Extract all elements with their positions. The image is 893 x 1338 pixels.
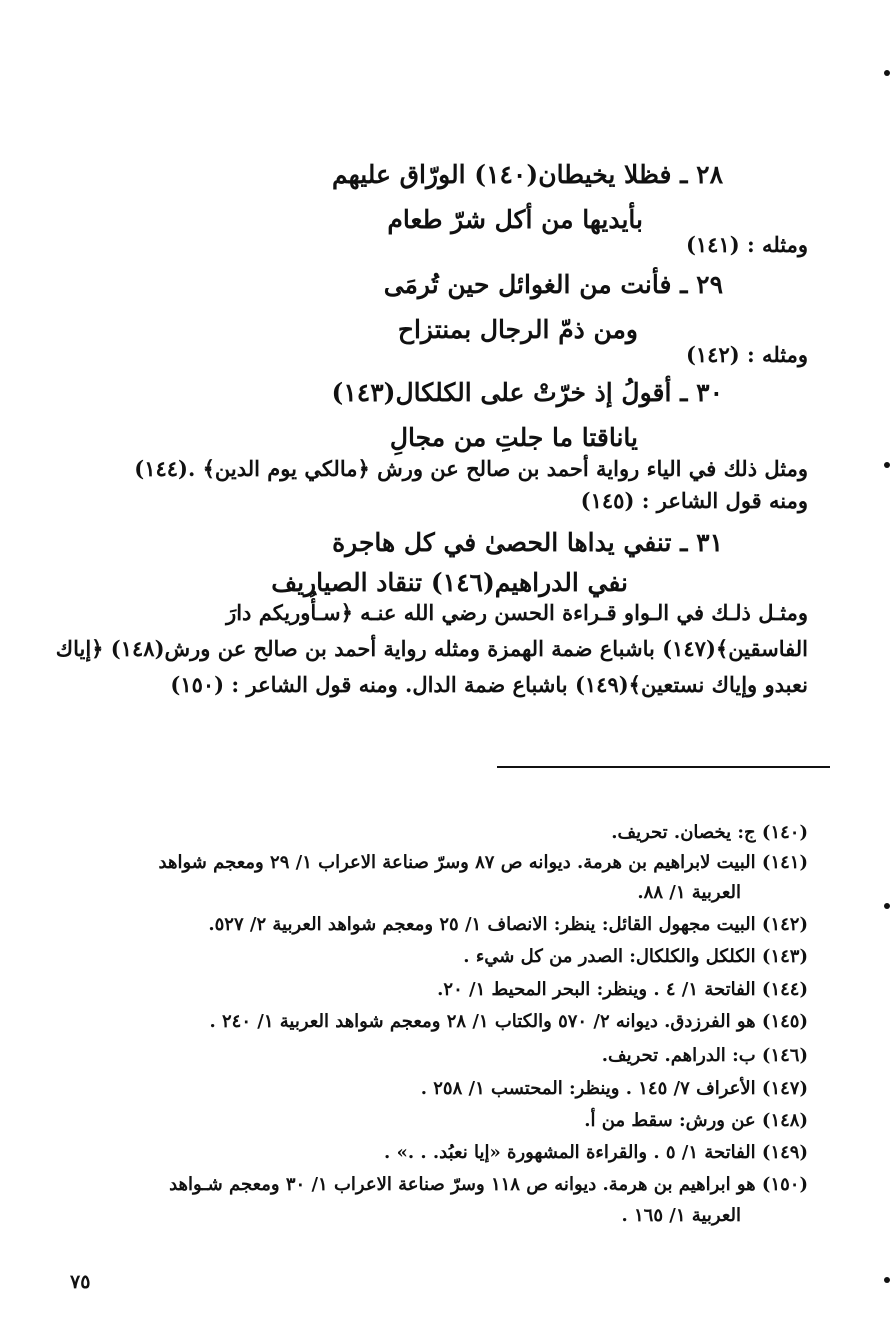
paragraph-line-4: الفاسقين﴾(١٤٧) باشباع ضمة الهمزة ومثله رواية أحمد بن صالح عن ورش(١٤٨) ﴿إياك bbox=[55, 636, 808, 661]
footnote-146: (١٤٦) ب: الدراهم. تحريف. bbox=[601, 1045, 808, 1066]
footnote-142: (١٤٢) البيت مجهول القائل: ينظر: الانصاف ١/ ٢٥ ومعجم شواهد العربية ٢/ ٥٢٧. bbox=[208, 914, 808, 935]
paragraph-line-2: ومنه قول الشاعر : (١٤٥) bbox=[580, 488, 808, 513]
footnote-141-continuation: العربية ١/ ٨٨. bbox=[637, 882, 741, 903]
verse-30-second-hemistich: ياناقتا ما جلتِ من مجالِ bbox=[389, 423, 638, 452]
footnote-145: (١٤٥) هو الفرزدق. ديوانه ٢/ ٥٧٠ والكتاب ١/ ٢٨ ومعجم شواهد العربية ١/ ٢٤٠ . bbox=[209, 1011, 808, 1032]
footnote-150-continuation: العربية ١/ ١٦٥ . bbox=[621, 1205, 741, 1226]
verse-31-first-hemistich: ٣١ ـ تنفي يداها الحصىٰ في كل هاجرة bbox=[332, 528, 723, 557]
verse-28-first-hemistich: ٢٨ ـ فظلا يخيطان(١٤٠) الورّاق عليهم bbox=[332, 160, 723, 189]
mithluhu-141: ومثله : (١٤١) bbox=[685, 232, 808, 257]
page-number: ٧٥ bbox=[70, 1271, 91, 1293]
paragraph-line-1: ومثل ذلك في الياء رواية أحمد بن صالح عن ورش ﴿مالكي يوم الدين﴾ .(١٤٤) bbox=[134, 456, 808, 481]
scan-speck bbox=[884, 1277, 890, 1283]
paragraph-line-3: ومثـل ذلـك في الـواو قـراءة الحسن رضي الله عنـه ﴿سـأُوريكم دارَ bbox=[226, 600, 808, 625]
footnote-147: (١٤٧) الأعراف ٧/ ١٤٥ . وينظر: المحتسب ١/ ٢٥٨ . bbox=[420, 1078, 808, 1099]
verse-29-first-hemistich: ٢٩ ـ فأنت من الغوائل حين تُرمَى bbox=[383, 270, 723, 299]
mithluhu-142: ومثله : (١٤٢) bbox=[685, 342, 808, 367]
verse-30-first-hemistich: ٣٠ ـ أقولُ إذ خرّتْ على الكلكال(١٤٣) bbox=[331, 378, 723, 407]
scan-speck bbox=[884, 462, 890, 468]
footnote-140: (١٤٠) ج: يخصان. تحريف. bbox=[611, 822, 808, 843]
footnote-separator bbox=[497, 766, 830, 768]
scan-speck bbox=[884, 70, 890, 76]
paragraph-line-5: نعبدو وإياك نستعين﴾(١٤٩) باشباع ضمة الدال. ومنه قول الشاعر : (١٥٠) bbox=[170, 672, 808, 697]
verse-29-second-hemistich: ومن ذمّ الرجال بمنتزاح bbox=[397, 315, 638, 344]
scan-speck bbox=[884, 903, 890, 909]
footnote-143: (١٤٣) الكلكل والكلكال: الصدر من كل شيء . bbox=[463, 946, 808, 967]
footnote-148: (١٤٨) عن ورش: سقط من أ. bbox=[584, 1110, 808, 1131]
verse-31-second-hemistich: نفي الدراهيم(١٤٦) تنقاد الصياريف bbox=[271, 568, 628, 597]
footnote-144: (١٤٤) الفاتحة ١/ ٤ . وينظر: البحر المحيط ١/ ٢٠. bbox=[437, 979, 808, 1000]
footnote-150: (١٥٠) هو ابراهيم بن هرمة. ديوانه ص ١١٨ وسرّ صناعة الاعراب ١/ ٣٠ ومعجم شـواهد bbox=[169, 1174, 808, 1195]
footnote-149: (١٤٩) الفاتحة ١/ ٥ . والقراءة المشهورة «إيا نعبُد. . .» . bbox=[384, 1142, 808, 1163]
verse-28-second-hemistich: بأيديها من أكل شرّ طعام bbox=[387, 205, 643, 234]
footnote-141: (١٤١) البيت لابراهيم بن هرمة. ديوانه ص ٨٧ وسرّ صناعة الاعراب ١/ ٢٩ ومعجم شواهد bbox=[158, 852, 808, 873]
